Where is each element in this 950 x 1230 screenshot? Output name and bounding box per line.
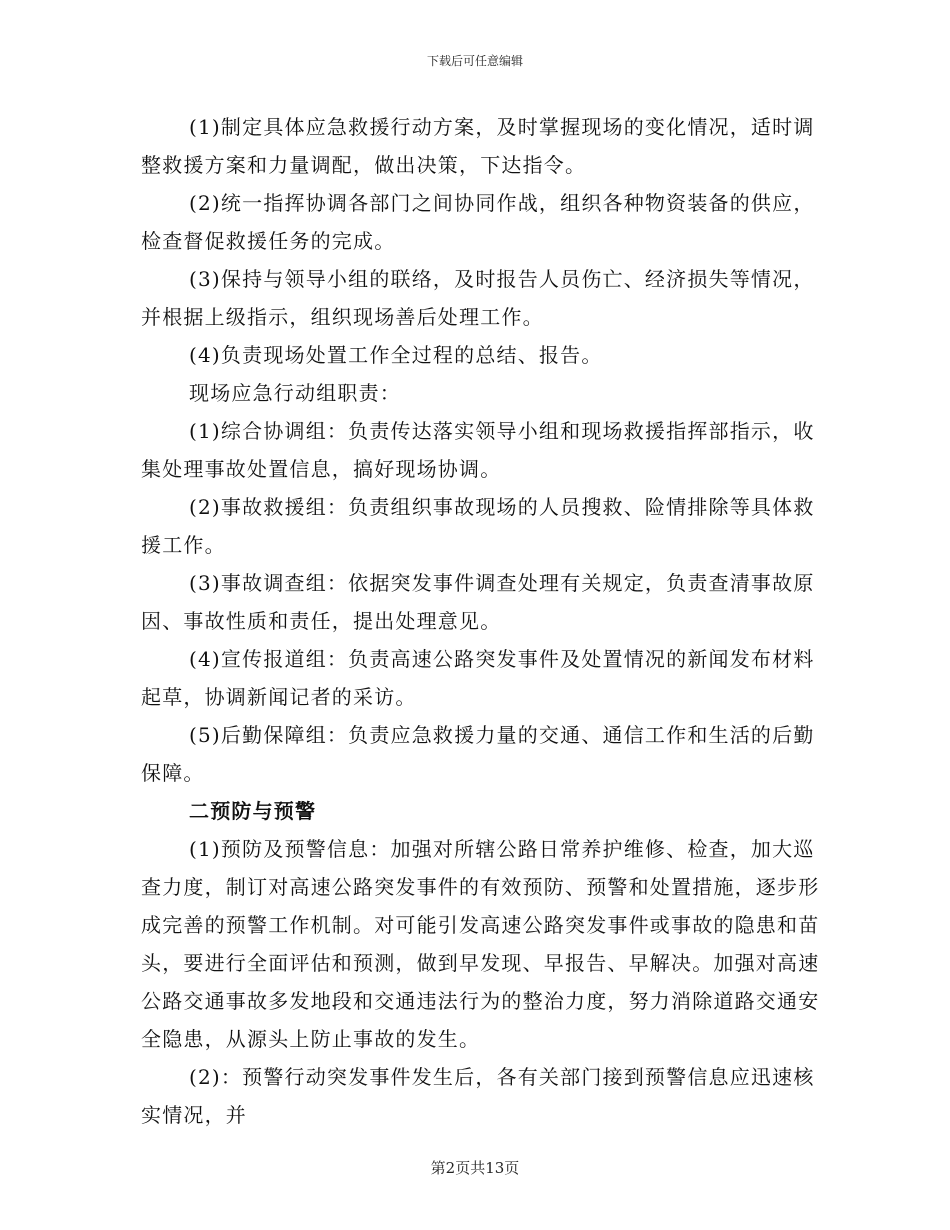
paragraph-group-duties-intro: 现场应急行动组职责：	[189, 381, 401, 405]
paragraph-rescue-group: (2)事故救援组：负责组织事故现场的人员搜救、险情排除等具体救援工作。	[141, 495, 815, 557]
page-footer: 第2页共13页	[430, 1159, 520, 1177]
document-body	[141, 108, 821, 1134]
page-header: 下载后可任意编辑	[426, 54, 523, 68]
paragraph-duty-3: (3)保持与领导小组的联络，及时报告人员伤亡、经济损失等情况，并根据上级指示，组织现场善后处理工作。	[141, 267, 815, 329]
paragraph-duty-2: (2)统一指挥协调各部门之间协同作战，组织各种物资装备的供应，检查督促救援任务的完成。	[141, 191, 815, 253]
section-heading-prevention: 二预防与预警	[189, 799, 317, 823]
paragraph-logistics-group: (5)后勤保障组：负责应急救援力量的交通、通信工作和生活的后勤保障。	[141, 723, 815, 785]
paragraph-coordination-group: (1)综合协调组：负责传达落实领导小组和现场救援指挥部指示，收集处理事故处置信息，搞好现场协调。	[141, 419, 815, 481]
paragraph-duty-1: (1)制定具体应急救援行动方案，及时掌握现场的变化情况，适时调整救援方案和力量调配，做出决策，下达指令。	[141, 115, 815, 177]
paragraph-publicity-group: (4)宣传报道组：负责高速公路突发事件及处置情况的新闻发布材料起草，协调新闻记者的采访。	[141, 647, 815, 709]
paragraph-investigation-group: (3)事故调查组：依据突发事件调查处理有关规定，负责查清事故原因、事故性质和责任，提出处理意见。	[141, 571, 815, 633]
paragraph-prevention-info: (1)预防及预警信息：加强对所辖公路日常养护维修、检查，加大巡查力度，制订对高速公路突发事件的有效预防、预警和处置措施，逐步形成完善的预警工作机制。对可能引发高速公路突发事件或事故的隐患和苗头，要进行全面评估和预测，做到早发现、早报告、早解决。加强对高速公路交通事故多发地段和交通违法行为的整治力度，努力消除道路交通安全隐患，从源头上防止事故的发生。	[141, 837, 820, 1051]
paragraph-warning-action: (2)：预警行动突发事件发生后，各有关部门接到预警信息应迅速核实情况，并	[141, 1065, 815, 1127]
paragraph-duty-4: (4)负责现场处置工作全过程的总结、报告。	[189, 343, 603, 367]
